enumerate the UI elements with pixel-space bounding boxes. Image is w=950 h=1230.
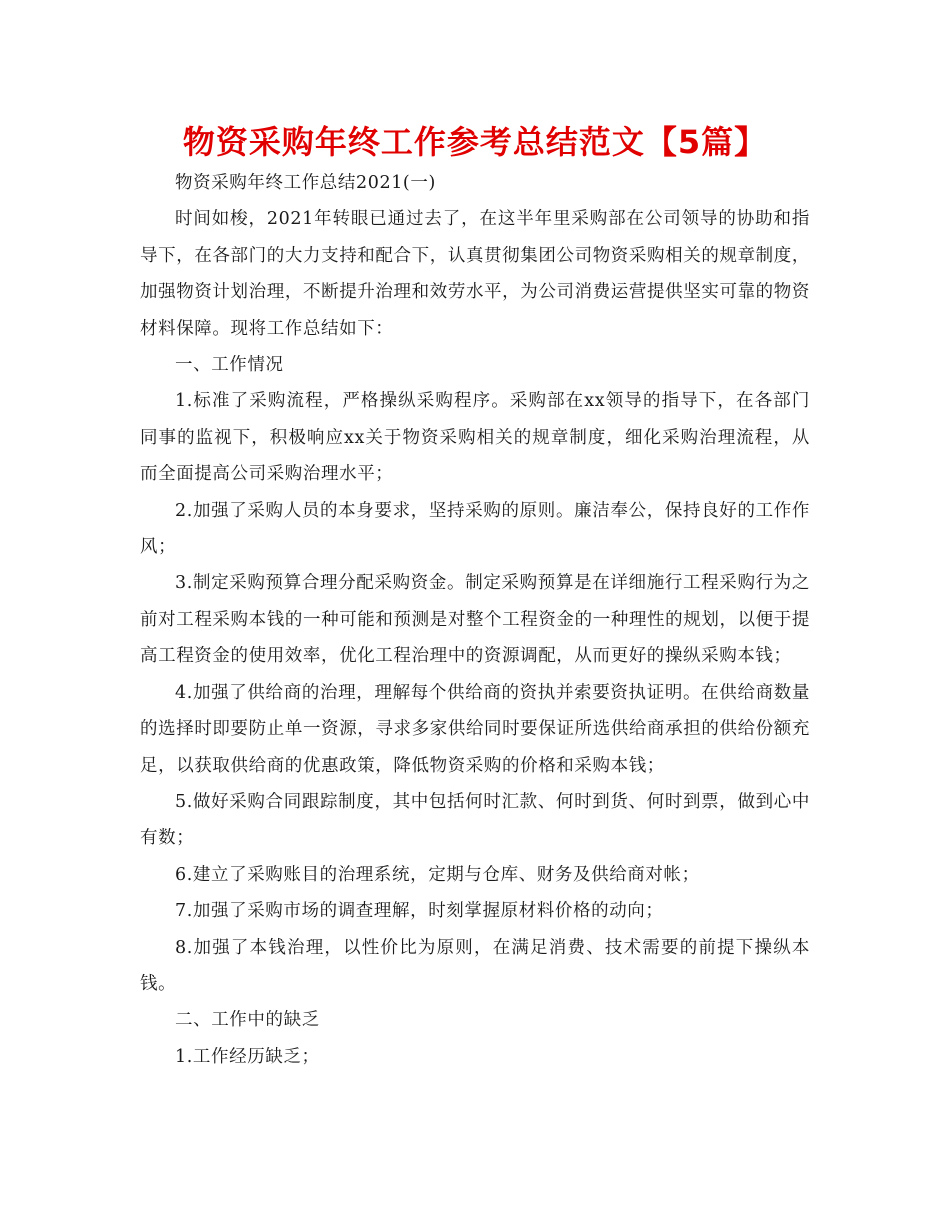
list-item-1: 1.标准了采购流程，严格操纵采购程序。采购部在xx领导的指导下，在各部门同事的监视下，积极响应xx关于物资采购相关的规章制度，细化采购治理流程，从而全面提高公司采购治理水平；	[140, 391, 810, 485]
document-subtitle: 物资采购年终工作总结2021(一)	[175, 173, 436, 193]
list-item-3: 3.制定采购预算合理分配采购资金。制定采购预算是在详细施行工程采购行为之前对工程采购本钱的一种可能和预测是对整个工程资金的一种理性的规划，以便于提高工程资金的使用效率，优化工程治理中的资源调配，从而更好的操纵采购本钱；	[140, 573, 810, 667]
list-item-5: 5.做好采购合同跟踪制度，其中包括何时汇款、何时到货、何时到票，做到心中有数；	[140, 791, 810, 849]
list-item-8: 8.加强了本钱治理，以性价比为原则，在满足消费、技术需要的前提下操纵本钱。	[140, 937, 810, 994]
paragraph-intro: 时间如梭，2021年转眼已通过去了，在这半年里采购部在公司领导的协助和指导下，在各部门的大力支持和配合下，认真贯彻集团公司物资采购相关的规章制度，加强物资计划治理，不断提升治理和效劳水平，为公司消费运营提供坚实可靠的物资材料保障。现将工作总结如下：	[140, 209, 810, 339]
list-item-2: 2.加强了采购人员的本身要求，坚持采购的原则。廉洁奉公，保持良好的工作作风；	[140, 500, 810, 558]
document-body	[140, 165, 810, 1075]
list-item-6: 6.建立了采购账目的治理系统，定期与仓库、财务及供给商对帐；	[175, 864, 700, 885]
shortcoming-item-1: 1.工作经历缺乏；	[175, 1046, 320, 1067]
section-heading-work-status: 一、工作情况	[175, 355, 284, 376]
list-item-7: 7.加强了采购市场的调查理解，时刻掌握原材料价格的动向；	[175, 901, 664, 922]
document-title: 物资采购年终工作参考总结范文【5篇】	[182, 123, 768, 161]
list-item-4: 4.加强了供给商的治理，理解每个供给商的资执并索要资执证明。在供给商数量的选择时即要防止单一资源，寻求多家供给同时要保证所选供给商承担的供给份额充足，以获取供给商的优惠政策，降低物资采购的价格和采购本钱；	[140, 682, 810, 776]
section-heading-shortcomings: 二、工作中的缺乏	[175, 1010, 320, 1031]
